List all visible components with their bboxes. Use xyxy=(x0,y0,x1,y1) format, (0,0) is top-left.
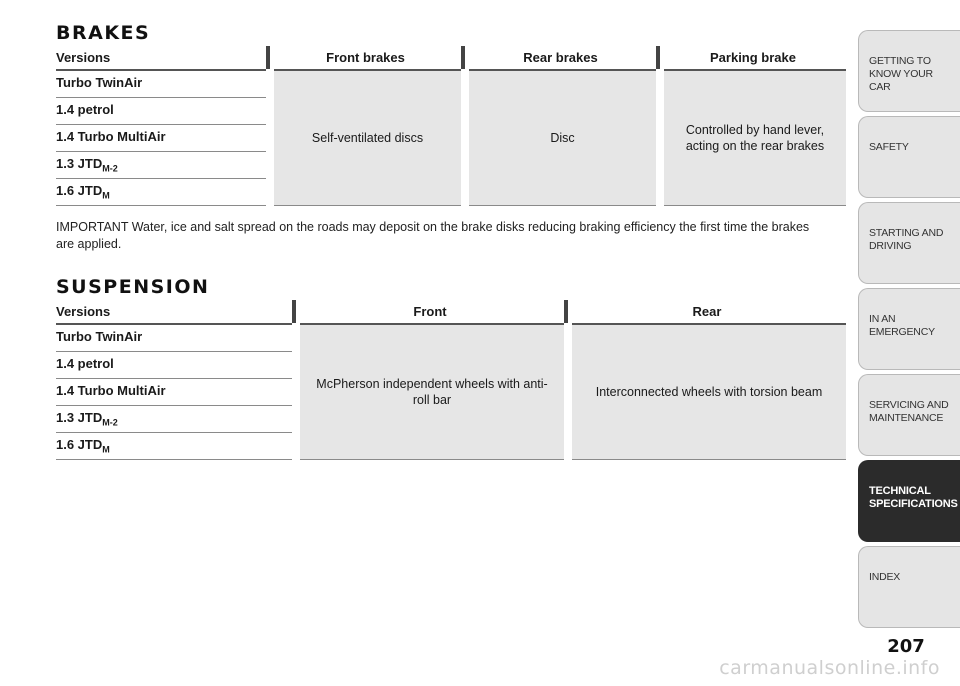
brakes-rear-value: Disc xyxy=(465,70,656,205)
suspension-version-label: 1.4 Turbo MultiAir xyxy=(56,378,292,405)
brakes-header-front: Front brakes xyxy=(270,46,461,70)
tab-servicing-and-maintenance[interactable] xyxy=(858,374,960,456)
brakes-front-value: Self-ventilated discs xyxy=(270,70,461,205)
page-number: 207 xyxy=(887,636,925,657)
tab-label: GETTING TO KNOW YOUR CAR xyxy=(869,55,933,93)
brakes-header-parking: Parking brake xyxy=(660,46,846,70)
suspension-header-front: Front xyxy=(296,300,564,324)
tab-index[interactable] xyxy=(858,546,960,628)
suspension-version-label: Turbo TwinAir xyxy=(56,324,292,351)
tab-safety[interactable] xyxy=(858,116,960,198)
brakes-table xyxy=(56,46,846,206)
tab-label: INDEX xyxy=(869,571,901,583)
tab-label: STARTING AND DRIVING xyxy=(869,227,944,252)
suspension-front-value: McPherson independent wheels with anti-roll bar xyxy=(296,324,564,459)
brakes-header-rear: Rear brakes xyxy=(465,46,656,70)
suspension-version-label: 1.6 $JTD_M$ xyxy=(56,432,292,459)
brakes-header-versions: Versions xyxy=(56,46,266,70)
watermark: carmanualsonline.info xyxy=(719,657,940,679)
tab-in-an-emergency[interactable] xyxy=(858,288,960,370)
suspension-rear-value: Interconnected wheels with torsion beam xyxy=(568,324,846,459)
tab-starting-and-driving[interactable] xyxy=(858,202,960,284)
tab-label: SERVICING AND MAINTENANCE xyxy=(869,399,949,424)
tab-label: TECHNICAL SPECIFICATIONS xyxy=(869,485,958,510)
tab-technical-specifications[interactable] xyxy=(858,460,960,542)
suspension-header-rear: Rear xyxy=(568,300,846,324)
tab-label: IN AN EMERGENCY xyxy=(869,313,935,338)
tab-getting-to-know-your-car[interactable] xyxy=(858,30,960,112)
suspension-version-label: 1.4 petrol xyxy=(56,351,292,378)
brakes-version-label: 1.4 petrol xyxy=(56,97,266,124)
brakes-version-label: 1.6 $JTD_M$ xyxy=(56,178,266,205)
suspension-header-versions: Versions xyxy=(56,300,292,324)
brakes-parking-value: Controlled by hand lever, acting on the rear brakes xyxy=(660,70,846,205)
brakes-heading: BRAKES xyxy=(56,22,151,44)
suspension-table xyxy=(56,300,846,460)
brakes-version-label: 1.3 $JTD_{M-2}$ xyxy=(56,151,266,178)
brakes-version-label: 1.4 Turbo MultiAir xyxy=(56,124,266,151)
important-note: IMPORTANT Water, ice and salt spread on the roads may deposit on the brake disks reducing braking efficiency the first time the brakes are applied. xyxy=(56,220,810,251)
suspension-heading: SUSPENSION xyxy=(56,276,210,298)
suspension-version-label: 1.3 $JTD_{M-2}$ xyxy=(56,405,292,432)
tab-label: SAFETY xyxy=(869,141,909,153)
brakes-version-label: Turbo TwinAir xyxy=(56,70,266,97)
